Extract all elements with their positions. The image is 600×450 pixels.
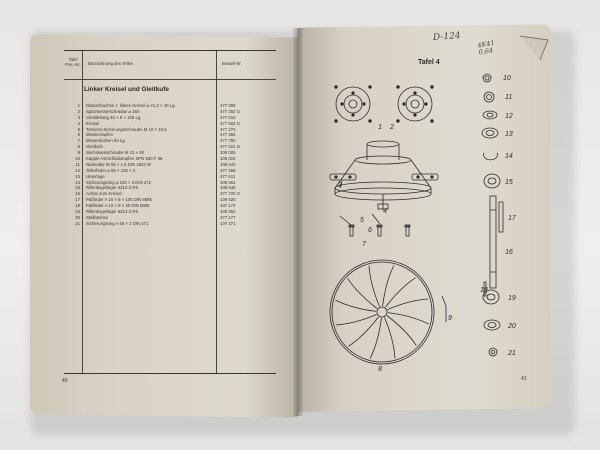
part-description: Unterlage [86, 173, 105, 179]
part-description: Tellerfeder ⌀ 55 × 100 × 4 [86, 167, 136, 173]
part-description: Sechskantschraube M 12 × 60 [86, 150, 145, 156]
order-number: 477 611 [220, 173, 236, 179]
wheel-spoke [387, 316, 416, 346]
order-number: 477 602 G [220, 120, 241, 126]
page-number-left: 40 [62, 378, 68, 384]
part-description: Gleitkufe [86, 144, 103, 150]
wheel-spoke [383, 265, 394, 306]
pos-number: 1 [77, 103, 80, 108]
pos-number: 21 [75, 220, 80, 226]
callout-21: 21 [508, 350, 516, 357]
pos-number: 15 [75, 185, 80, 191]
order-number: 477 274 [220, 126, 236, 132]
callout-14: 14 [505, 153, 513, 160]
callout-17: 17 [508, 215, 516, 222]
callout-11: 11 [505, 94, 513, 101]
part-description: Distanzbuchse z. linken Kreisel ⌀ 21,3 × 40 Lg. [86, 103, 176, 108]
wheel-spoke [386, 278, 416, 307]
order-number: 108 552 [220, 209, 236, 215]
part-1-disc [335, 86, 372, 123]
pos-number: 17 [75, 197, 80, 203]
part-description: Paßfeder A 10 × 8 × 40 DIN 6885 [86, 203, 150, 209]
callout-6: 6 [368, 227, 372, 234]
pos-number: 20 [75, 214, 80, 220]
wheel-spoke [369, 266, 380, 307]
callout-12: 12 [505, 113, 513, 120]
order-number: 477 009 [220, 103, 236, 108]
folded-corner [520, 36, 548, 60]
callout-10: 10 [503, 75, 511, 82]
wheel-spoke [336, 314, 377, 325]
callout-19: 19 [508, 295, 516, 302]
order-number: 107 172 [220, 203, 236, 209]
pos-number: 4 [77, 120, 80, 126]
part-description: Verstärkung 45 × 8 × 100 Lg. [86, 114, 142, 120]
part-description: Achse zum Kreisel [86, 191, 122, 197]
pos-number: 16 [75, 191, 80, 197]
part-description: Rillenkugellager 6212-2 RS [86, 185, 139, 191]
callout-15: 15 [505, 179, 513, 186]
order-number: 477 365 [220, 132, 236, 138]
wheel-spoke [370, 318, 381, 359]
parts-5-6-7-bolts [340, 214, 410, 236]
pos-number: 2 [77, 108, 80, 114]
pos-number: 8 [77, 144, 80, 150]
part-2-disc [397, 86, 434, 123]
part-4-rotor [335, 141, 431, 210]
order-number: 477 621 G [220, 144, 241, 150]
order-number: 109 005 [220, 150, 236, 156]
callout-13: 13 [505, 131, 513, 138]
wheel-spoke [387, 299, 428, 310]
order-number: 108 620 [220, 197, 236, 203]
handwritten-note-top: D-124 [432, 31, 461, 43]
wheel-spoke [384, 317, 395, 358]
part-description: Sicherungsring ⌀ 100 × 3 DIN 472 [86, 179, 152, 185]
pos-number: 7 [77, 138, 80, 144]
wheel-spoke [335, 300, 376, 311]
header-order-number: Bestell-Nr. [222, 61, 242, 66]
parts-10-21-column [482, 74, 503, 356]
pos-number: 3 [77, 114, 80, 120]
handwritten-note-right: 4K41 0,64 [476, 38, 496, 57]
part-description: Nutmutter M 55 × 1,5 DIN 1804 W [86, 161, 152, 167]
plate-title: Tafel 4 [418, 59, 440, 66]
part-3-plates [330, 174, 438, 188]
part-description: Torsions-Sicherungsschraube M 10 × 16,5 [86, 126, 167, 132]
pos-number: 13 [75, 173, 80, 179]
order-number: 108 543 [220, 161, 236, 167]
callout-18: 18 [480, 287, 488, 294]
callout-3: 3 [338, 182, 342, 189]
order-number: 477 252 G [220, 108, 241, 114]
part-description: Messerbolzen 84 Lg. [86, 138, 126, 144]
part-description: Sicherungsring A 65 × 2 DIN 471 [86, 220, 149, 226]
callout-2: 2 [390, 124, 394, 131]
pos-number: 11 [75, 161, 80, 167]
order-number: 108 551 [220, 179, 236, 185]
callout-4: 4 [383, 208, 387, 215]
order-number: 107 371 [220, 220, 236, 226]
order-number: 108 546 [220, 185, 236, 191]
pos-number: 6 [77, 132, 80, 138]
part-description: Messerzapfen [86, 132, 113, 138]
header-tafel: Tafel Pos.-Nr. [65, 57, 81, 67]
pos-number: 5 [77, 126, 80, 132]
order-number: 477 177 [220, 214, 236, 220]
callout-1: 1 [378, 124, 382, 131]
callout-16: 16 [505, 249, 513, 256]
part-description: Stellbüchse [86, 214, 109, 220]
order-number: 477 760 [220, 138, 236, 144]
wheel-spoke [388, 313, 429, 324]
section-title: Linker Kreisel und Gleitkufe [84, 86, 169, 93]
header-description: Bezeichnung des Teiles [88, 61, 134, 66]
wheel-spoke [348, 278, 377, 308]
pos-number: 19 [75, 209, 80, 215]
order-number: 477 720 G [220, 191, 241, 197]
callout-5: 5 [360, 217, 364, 224]
pos-number: 18 [75, 203, 80, 209]
pos-number: 12 [75, 167, 80, 173]
callout-8: 8 [378, 366, 382, 373]
pos-number: 10 [75, 156, 80, 162]
order-number: 109 022 [220, 156, 236, 162]
callout-20: 20 [508, 323, 516, 330]
order-number: 477 268 [220, 167, 236, 173]
pos-number: 14 [75, 179, 80, 185]
part-description: Paßfeder A 10 × 8 × 100 DIN 6885 [86, 197, 152, 203]
order-number: 477 010 [220, 114, 236, 120]
callout-9: 9 [448, 315, 452, 322]
part-description: Kreisel [86, 120, 100, 126]
page-number-right: 41 [521, 376, 527, 382]
part-description: Kappte-Verschlußstopfen SPN 500 F 38 [86, 156, 163, 162]
part-description: Spitzmesserschraube ⌀ 260 [86, 108, 140, 114]
part-description: Rillenkugellager 6213-2 RS [86, 209, 139, 215]
wheel-spoke [348, 317, 378, 346]
callout-7: 7 [362, 241, 366, 248]
pos-number: 9 [77, 150, 80, 156]
part-8-skid-disc [330, 260, 446, 364]
